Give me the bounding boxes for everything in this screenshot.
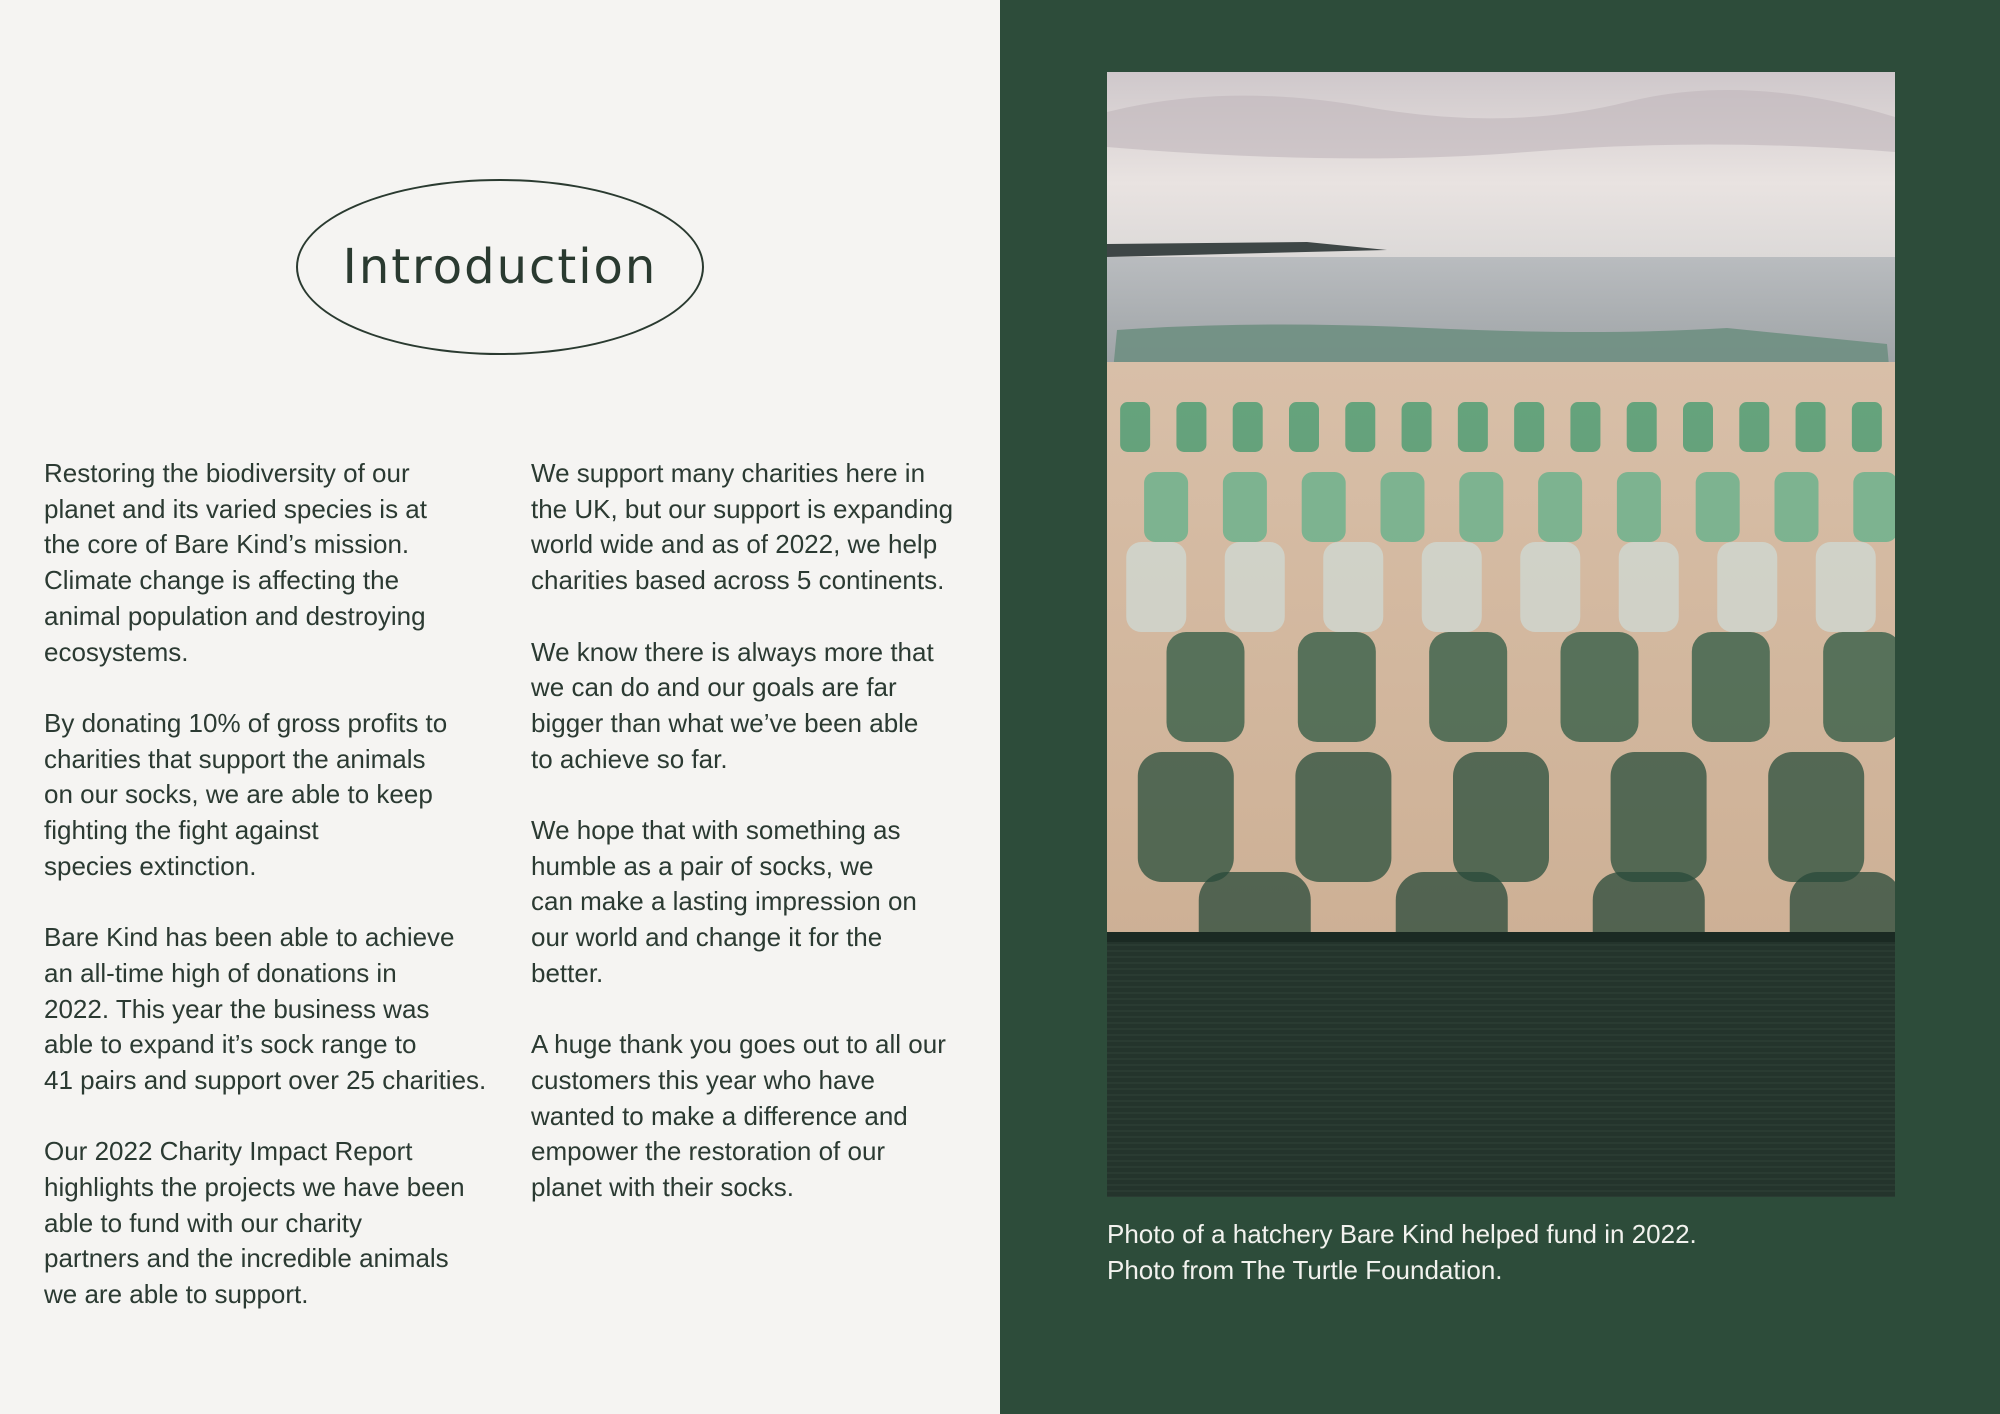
nest-cage xyxy=(1611,752,1707,882)
nest-cage xyxy=(1627,402,1657,452)
paragraph: By donating 10% of gross profits to charities that support the animals on our socks, we are able to keep fighting the fight against species extinction. xyxy=(44,707,448,881)
nest-cage xyxy=(1739,402,1769,452)
paragraph: We support many charities here in the UK, but our support is expanding world wide and as of 2022, we help charities based across 5 continents. xyxy=(531,458,954,596)
paragraph: Restoring the biodiversity of our planet and its varied species is at the core of Bare Kind’s mission. Climate change is affecting the animal population and destroying ecosystems. xyxy=(44,458,427,667)
paragraph: A huge thank you goes out to all our customers this year who have wanted to make a difference and empower the restoration of our planet with their socks. xyxy=(531,1029,946,1203)
nest-cage xyxy=(1696,472,1740,542)
nest-cage xyxy=(1126,542,1186,632)
nest-cage xyxy=(1458,402,1488,452)
foreground-mesh xyxy=(1107,932,1895,1197)
nest-cage xyxy=(1225,542,1285,632)
nest-cage xyxy=(1295,752,1391,882)
nest-cage xyxy=(1289,402,1319,452)
nest-cage xyxy=(1514,402,1544,452)
nest-cage xyxy=(1561,632,1639,742)
nest-cage xyxy=(1381,472,1425,542)
text-column-left xyxy=(44,456,494,1349)
nest-cage xyxy=(1816,542,1876,632)
nest-cage xyxy=(1775,472,1819,542)
nest-cage xyxy=(1233,402,1263,452)
page-title: Introduction xyxy=(342,239,658,295)
nest-cage xyxy=(1823,632,1895,742)
right-page xyxy=(1000,0,2000,1414)
mesh-edge xyxy=(1107,932,1895,942)
nest-cage xyxy=(1429,632,1507,742)
title-oval xyxy=(296,179,704,355)
nest-cage xyxy=(1176,402,1206,452)
nest-cage xyxy=(1796,402,1826,452)
paragraph: We know there is always more that we can do and our goals are far bigger than what we’ve been able to achieve so far. xyxy=(531,636,934,774)
nest-cage xyxy=(1717,542,1777,632)
nest-cage xyxy=(1692,632,1770,742)
hatchery-photo xyxy=(1107,72,1895,1197)
nest-cage xyxy=(1538,472,1582,542)
nest-cage xyxy=(1853,472,1895,542)
nest-cage xyxy=(1345,402,1375,452)
text-column-right xyxy=(531,456,981,1241)
paragraph: We hope that with something as humble as a pair of socks, we can make a lasting impression on our world and change it for the better. xyxy=(531,815,917,988)
nest-cage xyxy=(1402,402,1432,452)
nest-cage xyxy=(1617,472,1661,542)
nest-cage xyxy=(1138,752,1234,882)
nest-cage xyxy=(1619,542,1679,632)
nest-cage xyxy=(1852,402,1882,452)
paragraph: Our 2022 Charity Impact Report highlights the projects we have been able to fund with our charity partners and the incredible animals we are able to support. xyxy=(44,1136,465,1310)
nest-cage xyxy=(1459,472,1503,542)
nest-cage xyxy=(1683,402,1713,452)
nest-cage xyxy=(1422,542,1482,632)
nest-cage xyxy=(1453,752,1549,882)
nest-cage xyxy=(1768,752,1864,882)
nest-cage xyxy=(1144,472,1188,542)
nest-cage xyxy=(1570,402,1600,452)
nest-cage xyxy=(1120,402,1150,452)
nest-cage xyxy=(1323,542,1383,632)
nest-cage xyxy=(1302,472,1346,542)
nest-cage xyxy=(1298,632,1376,742)
nest-cage xyxy=(1167,632,1245,742)
nest-cage xyxy=(1520,542,1580,632)
nest-cage xyxy=(1223,472,1267,542)
photo-caption: Photo of a hatchery Bare Kind helped fund in 2022. Photo from The Turtle Foundation. xyxy=(1107,1219,1697,1285)
paragraph: Bare Kind has been able to achieve an all-time high of donations in 2022. This year the business was able to expand it’s sock range to 41 pairs and support over 25 charities. xyxy=(44,922,487,1095)
